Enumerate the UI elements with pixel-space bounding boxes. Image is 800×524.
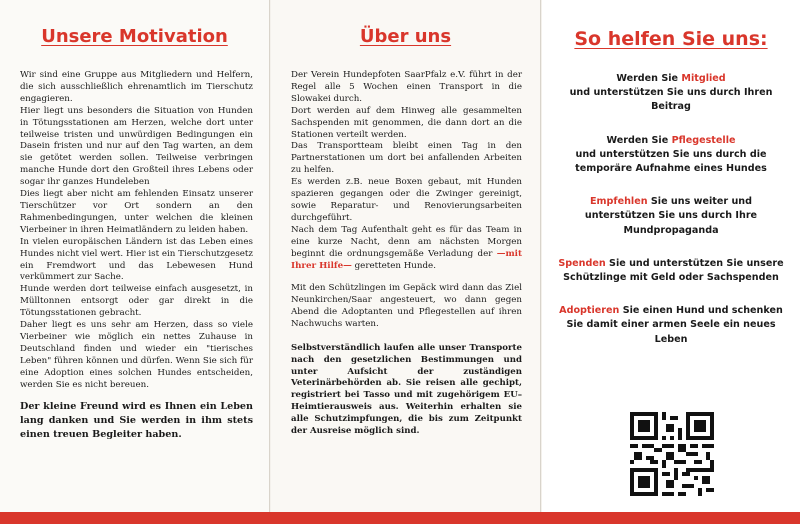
about-title: Über uns: [359, 26, 452, 47]
about-paragraph: Dort werden auf dem Hinweg alle gesammelten Sachspenden mit genommen, die dann dort an die Stationen verteilt werden.: [291, 105, 522, 140]
help-item-donate: Spenden Sie und unterstützen Sie unsere Schützlinge mit Geld oder Sachspenden: [558, 257, 784, 284]
help-title: So helfen Sie uns:: [574, 28, 768, 50]
motivation-closing: Der kleine Freund wird es Ihnen ein Leben lang danken und Sie werden in ihm stets einen treuen Begleiter haben.: [20, 401, 253, 441]
panel-about-us: [271, 0, 541, 512]
help-item-member: Werden Sie Mitglied und unterstützen Sie uns durch Ihren Beitrag: [569, 73, 773, 113]
motivation-paragraph: Daher liegt es uns sehr am Herzen, dass so viele Vierbeiner wie möglich ein nettes Zuhause in Deutschland finden und wieder ein "tierisches Leben" führen können und dürfen. Wenn Sie sich für eine Adoption eines solchen Hundes entscheiden, werden Sie es nicht bereuen.: [20, 320, 253, 390]
help-keyword: Spenden: [558, 257, 606, 269]
motivation-paragraph: Hier liegt uns besonders die Situation von Hunden in Tötungsstationen am Herzen, welche dort unter teilweise tristen und unwürdigen Bedingungen ein Dasein fristen und nur auf den Tag warten, an dem sie getötet werden sollen. Teilweise verbringen manche Hunde dort den Großteil ihres Lebens oder sogar ihr ganzes Hundeleben: [20, 105, 253, 188]
help-item-adopt: Adoptieren Sie einen Hund und schenken Sie damit einer armen Seele ein neues Leben: [559, 305, 783, 345]
about-paragraph: Das Transportteam bleibt einen Tag in den Partnerstationen um dort bei anfallenden Arbeiten zu helfen.: [291, 141, 522, 176]
help-list: [554, 72, 788, 366]
about-legal-note: Selbstverständlich laufen alle unser Transporte nach den gesetzlichen Bestimmungen und unter Aufsicht der zuständigen Veterinärbehörden ab. Sie reisen alle gechipt, registriert bei Tasso und mit zugehörigem EU–Heimtierausweis aus. Weiterhin erhalten sie alle Schutzimpfungen, die bis zum Zeitpunkt der Ausreise möglich sind.: [291, 343, 522, 436]
help-keyword: Empfehlen: [589, 196, 648, 208]
about-text: geretteten Hunde.: [354, 260, 436, 271]
with-your-help-highlight: —mit Ihrer Hilfe—: [291, 248, 522, 271]
motivation-paragraph: In vielen europäischen Ländern ist das Leben eines Hundes nicht viel wert. Hier ist ein Tierschutzgesetz ein Fremdwort und das Lebewesen Hund verkümmert zur Sache.: [20, 236, 253, 283]
motivation-paragraph: Dies liegt aber nicht am fehlenden Einsatz unserer Tierschützer vor Ort sondern an den Rahmenbedingungen, unter welchen die kleinen Vierbeiner in ihren Heimatländern zu leiden haben.: [20, 189, 253, 235]
bottom-red-stripe: [0, 512, 800, 524]
about-paragraph: Mit den Schützlingen im Gepäck wird dann das Ziel Neunkirchen/Saar angesteuert, wo dann gegen Abend die Adoptanten und Pflegestellen auf ihren Nachwuchs warten.: [291, 283, 522, 330]
motivation-title: Unsere Motivation: [41, 26, 228, 47]
panel-how-to-help: [542, 0, 800, 512]
panel-motivation: [0, 0, 270, 512]
motivation-body: [20, 70, 253, 442]
about-paragraph-transport: [291, 225, 522, 273]
help-keyword: Mitglied: [681, 73, 726, 84]
about-text: Nach dem Tag Aufenthalt geht es für das Team in eine kurze Nacht, denn am nächsten Morgen beginnt die ordnungsgemäße Verladung der: [291, 224, 522, 259]
qr-code-icon: [630, 412, 714, 496]
motivation-paragraph: Wir sind eine Gruppe aus Mitgliedern und Helfern, die sich ausschließlich ehrenamtlich im Tierschutz engagieren.: [20, 70, 253, 104]
motivation-paragraph: Hunde werden dort teilweise einfach ausgesetzt, in Mülltonnen entsorgt oder gar direkt in die Tötungsstationen gebracht.: [20, 284, 253, 319]
about-body: [291, 70, 522, 437]
about-paragraph: Der Verein Hundepfoten SaarPfalz e.V. führt in der Regel alle 5 Wochen einen Transport in die Slowakei durch.: [291, 70, 522, 104]
help-item-recommend: Empfehlen Sie uns weiter und unterstützen Sie uns durch Ihre Mundpropaganda: [584, 196, 758, 236]
help-item-foster: Werden Sie Pflegestelle und unterstützen Sie uns durch die temporäre Aufnahme eines Hundes: [575, 134, 767, 175]
about-paragraph: Es werden z.B. neue Boxen gebaut, mit Hunden spazieren gegangen oder die Zwinger gereinigt, sowie Reparatur- und Renovierungsarbeiten durchgeführt.: [291, 177, 522, 223]
help-keyword: Adoptieren: [559, 305, 620, 317]
help-keyword: Pflegestelle: [671, 134, 736, 146]
